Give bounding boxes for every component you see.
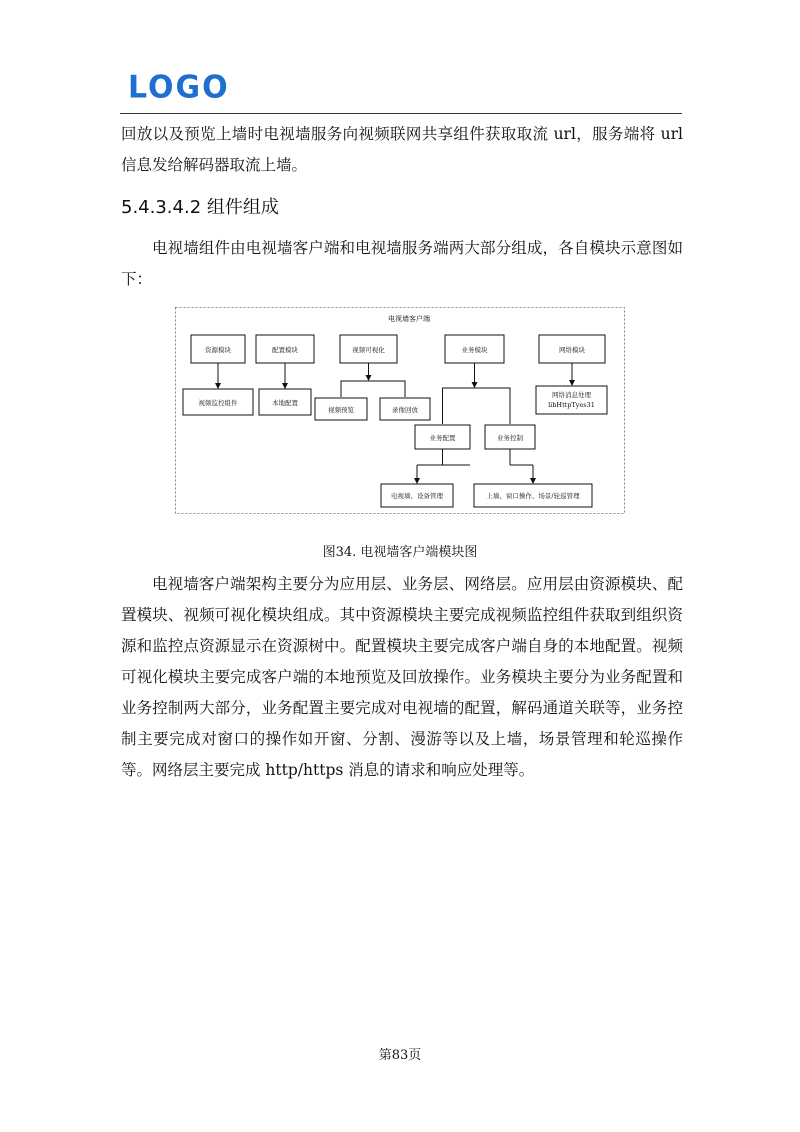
network-module-label: 网络模块 bbox=[559, 346, 585, 354]
business-module-label: 业务模块 bbox=[461, 346, 488, 354]
connector-video-vis bbox=[341, 381, 405, 397]
logo: LOGO bbox=[128, 69, 230, 106]
section-intro-paragraph: 电视墙组件由电视墙客户端和电视墙服务端两大部分组成，各自模块示意图如下： bbox=[121, 239, 683, 288]
net-msg-label-line1: 网络消息处理 bbox=[552, 391, 591, 399]
config-module-label: 配置模块 bbox=[272, 346, 298, 354]
section-heading: 5.4.3.4.2 组件组成 bbox=[121, 197, 279, 218]
video-monitor-label: 视频监控组件 bbox=[198, 399, 238, 407]
business-config-label: 业务配置 bbox=[429, 434, 456, 442]
resource-module-label: 资源模块 bbox=[205, 346, 231, 354]
page-number: 第83页 bbox=[378, 1048, 422, 1063]
intro-paragraph: 回放以及预览上墙时电视墙服务向视频联网共享组件获取取流 url，服务端将 url 信息发给解码器取流上墙。 bbox=[121, 125, 683, 174]
figure-caption: 图34. 电视墙客户端模块图 bbox=[322, 545, 478, 560]
video-preview-label: 视频预览 bbox=[328, 406, 354, 414]
connector-business bbox=[443, 388, 511, 424]
window-ops-label: 上墙、窗口操作、场景/轮巡管理 bbox=[486, 492, 580, 500]
module-diagram bbox=[175, 307, 625, 514]
local-config-label: 本地配置 bbox=[272, 399, 298, 407]
description-paragraph: 电视墙客户端架构主要分为应用层、业务层、网络层。应用层由资源模块、配置模块、视频可视化模块组成。其中资源模块主要完成视频监控组件获取到组织资源和监控点资源显示在资源树中。配置模块主要完成客户端自身的本地配置。视频可视化模块主要完成客户端的本地预览及回放操作。业务模块主要分为业务配置和业务控制两大部分，业务配置主要完成对电视墙的配置，解码通道关联等，业务控制主要完成对窗口的操作如开窗、分割、漫游等以及上墙，场景管理和轮巡操作等。网络层主要完成 http/https 消息的请求和响应处理等。 bbox=[121, 575, 683, 779]
diagram-title: 电视墙客户端 bbox=[388, 315, 430, 323]
net-msg-label-line2: libHttpTyes31 bbox=[548, 401, 595, 409]
tvwall-device-label: 电视墙、设备管理 bbox=[391, 492, 443, 500]
playback-label: 录像回放 bbox=[392, 406, 418, 414]
business-control-label: 业务控制 bbox=[497, 434, 523, 442]
header-divider bbox=[120, 113, 682, 114]
video-vis-module-label: 视频可视化 bbox=[352, 346, 385, 354]
